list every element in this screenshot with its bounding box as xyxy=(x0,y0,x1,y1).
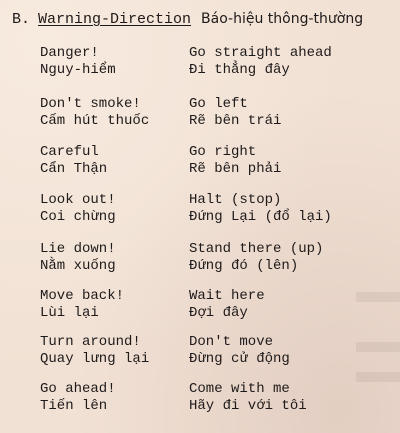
english-phrase: Stand there (up) xyxy=(189,241,324,257)
vietnamese-phrase: Đừng cử động xyxy=(189,351,290,367)
english-phrase: Go left xyxy=(189,96,248,112)
phrase-pair xyxy=(0,96,400,136)
vietnamese-phrase: Nằm xuống xyxy=(40,258,116,274)
vietnamese-phrase: Nguy-hiểm xyxy=(40,62,116,78)
phrase-pair xyxy=(0,334,400,374)
vietnamese-phrase: Coi chừng xyxy=(40,209,116,225)
english-phrase: Move back! xyxy=(40,288,125,304)
english-phrase: Go straight ahead xyxy=(189,45,332,61)
section-label: B. xyxy=(12,11,31,28)
vietnamese-phrase: Đứng đó (lên) xyxy=(189,258,299,274)
phrase-pair xyxy=(0,192,400,232)
english-phrase: Wait here xyxy=(189,288,265,304)
phrase-pair xyxy=(0,144,400,184)
english-phrase: Go ahead! xyxy=(40,381,116,397)
section-header xyxy=(12,10,363,29)
vietnamese-phrase: Rẽ bên trái xyxy=(189,113,282,129)
vietnamese-phrase: Cẩn Thận xyxy=(40,161,108,177)
phrase-pair xyxy=(0,381,400,421)
english-phrase: Halt (stop) xyxy=(189,192,282,208)
vietnamese-phrase: Cấm hút thuốc xyxy=(40,113,150,129)
section-title-vietnamese: Báo-hiệu thông-thường xyxy=(201,11,364,27)
english-phrase: Lie down! xyxy=(40,241,116,257)
english-phrase: Go right xyxy=(189,144,257,160)
english-phrase: Don't smoke! xyxy=(40,96,141,112)
english-phrase: Come with me xyxy=(189,381,290,397)
bleed-through-smudge xyxy=(356,342,400,352)
english-phrase: Danger! xyxy=(40,45,99,61)
vietnamese-phrase: Đi thẳng đây xyxy=(189,62,290,78)
vietnamese-phrase: Lùi lại xyxy=(40,305,99,321)
phrase-pair xyxy=(0,45,400,85)
section-title: Warning-Direction xyxy=(38,11,192,28)
english-phrase: Careful xyxy=(40,144,99,160)
vietnamese-phrase: Đợi đây xyxy=(189,305,248,321)
bleed-through-smudge xyxy=(356,372,400,382)
vietnamese-phrase: Rẽ bên phải xyxy=(189,161,282,177)
vietnamese-phrase: Đứng Lại (đổ lại) xyxy=(189,209,332,225)
phrase-pair xyxy=(0,241,400,281)
vietnamese-phrase: Quay lưng lại xyxy=(40,351,150,367)
bleed-through-smudge xyxy=(356,292,400,302)
phrase-pair xyxy=(0,288,400,328)
vietnamese-phrase: Hãy đi với tôi xyxy=(189,398,307,414)
vietnamese-phrase: Tiến lên xyxy=(40,398,108,414)
english-phrase: Turn around! xyxy=(40,334,141,350)
english-phrase: Look out! xyxy=(40,192,116,208)
english-phrase: Don't move xyxy=(189,334,274,350)
